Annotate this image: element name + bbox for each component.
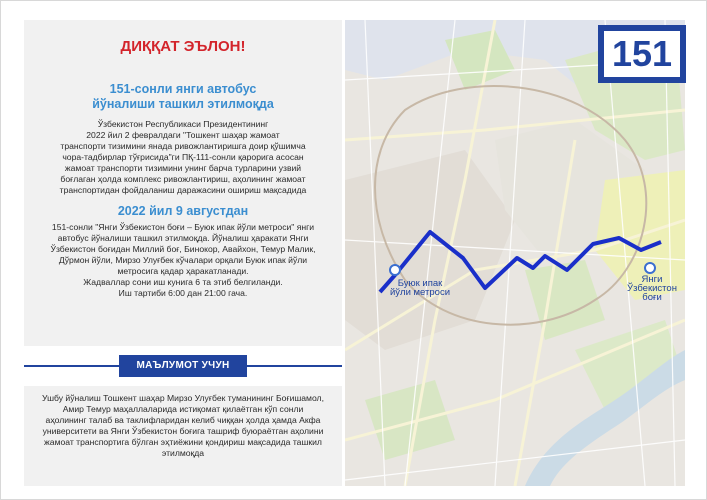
- route-number-badge: [598, 25, 686, 83]
- stop-label-east: [612, 275, 692, 302]
- stop-label-west: [380, 279, 460, 297]
- route-details: [38, 222, 328, 299]
- intro-line: боғлаган ҳолда комплекс ривожлантириш, аҳолининг жамоат: [60, 174, 306, 184]
- stop-marker-west: [390, 265, 400, 275]
- stop-west-line2: йўли метроси: [389, 287, 451, 298]
- stop-east-line1: Янги: [641, 274, 663, 285]
- info-line: Ушбу йўналиш Тошкент шаҳар Мирзо Улуғбек туманининг Боғишамол,: [42, 393, 324, 403]
- info-line: университети ва Янги Ўзбекистон боғига ташриф буюраётган аҳолини: [42, 426, 324, 436]
- headline: [24, 82, 342, 112]
- headline-line-2: йўналиши ташкил этилмоқда: [92, 97, 274, 111]
- intro-line: чора-тадбирлар тўғрисида"ги ПҚ-111-сонли қарорига асосан: [62, 152, 304, 162]
- stop-east-line3: боғи: [642, 292, 662, 303]
- info-label: МАЪЛУМОТ УЧУН: [119, 355, 247, 377]
- info-banner: [24, 346, 342, 386]
- intro-line: Ўзбекистон Республикаси Президентининг: [97, 119, 269, 129]
- headline-line-1: 151-сонли янги автобус: [109, 82, 257, 96]
- intro-line: транспорти тизимини янада ривожлантиришга доир қўшимча: [60, 141, 306, 151]
- info-line: аҳолининг талаб ва таклифларидан келиб чиққан ҳолда ҳамда Акфа: [45, 415, 321, 425]
- intro-text: [38, 119, 328, 196]
- details-line: Ўзбекистон боғидан Миллий боғ, Бинокор, Авайхон, Темур Малик,: [50, 244, 316, 254]
- details-line: метросига қадар ҳаракатланади.: [117, 266, 249, 276]
- details-line: автобус йўналиши ташкил этилмоқда. Йўналиш ҳаракати Янги: [57, 233, 309, 243]
- stop-marker-east: [645, 263, 655, 273]
- info-line: Амир Темур маҳаллаларида истиқомат қилаётган кўп сонли: [62, 404, 304, 414]
- details-line: Жадваллар сони иш кунига 6 та этиб белгиланди.: [83, 277, 283, 287]
- intro-line: транспортидан фойдаланиш даражасини ошириш мақсадида: [59, 185, 307, 195]
- start-date: 2022 йил 9 августдан: [117, 204, 249, 218]
- details-line: Дўрмон йўли, Мирзо Улуғбек кўчалари орқали Буюк ипак йўли: [58, 255, 308, 265]
- info-line: этилмоқда: [161, 448, 205, 458]
- intro-line: жамоат транспорти тизимини унинг барча турларини узвий: [64, 163, 302, 173]
- route-map: [345, 20, 685, 486]
- intro-line: 2022 йил 2 февралдаги "Тошкент шаҳар жамоат: [86, 130, 280, 140]
- stop-west-line1: Буюк ипак: [397, 278, 443, 289]
- info-line: жамоат транспортига бўлган эҳтиёжини қондириш мақсадида ташкил: [44, 437, 322, 447]
- info-text: [30, 393, 336, 459]
- notice-title: ДИҚҚАТ ЭЪЛОН!: [120, 38, 246, 55]
- details-line: Иш тартиби 6:00 дан 21:00 гача.: [118, 288, 248, 298]
- map-canvas: [345, 20, 685, 486]
- route-number: 151: [604, 31, 680, 77]
- details-line: 151-сонли "Янги Ўзбекистон боғи – Буюк ипак йўли метроси" янги: [51, 222, 315, 232]
- stop-east-line2: Ўзбекистон: [627, 283, 677, 294]
